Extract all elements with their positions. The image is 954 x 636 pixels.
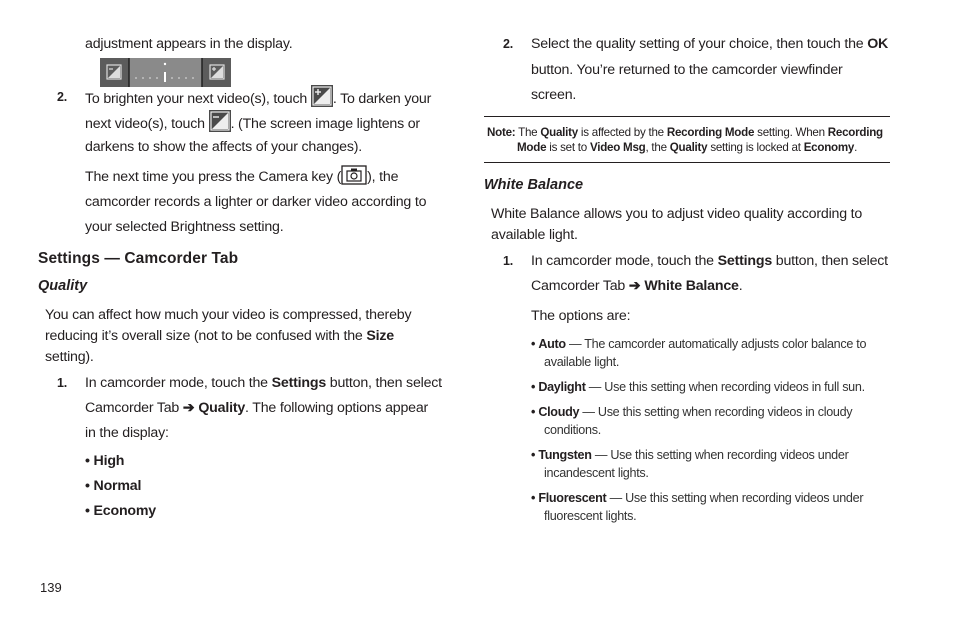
paragraph-line: White Balance allows you to adjust video quality according to (491, 206, 863, 222)
option-desc: — The camcorder automatically adjusts color balance to (565, 337, 867, 351)
text: ), the (367, 169, 399, 185)
option-desc-cont: conditions. (544, 423, 601, 437)
list-item (531, 403, 852, 422)
arrow-icon: ➔ (628, 278, 641, 294)
paragraph-line (45, 326, 394, 347)
step-text (85, 396, 428, 421)
text: To brighten your next video(s), touch (85, 91, 308, 107)
text: is affected by the (580, 126, 664, 139)
text-line: camcorder records a lighter or darker video according to (85, 194, 427, 210)
text: , the (645, 141, 667, 154)
note-line (517, 140, 857, 156)
option-desc: — Use this setting when recording videos in cloudy (579, 405, 853, 419)
option-name: Normal (93, 478, 142, 494)
option-desc: — Use this setting when recording videos under (606, 491, 864, 505)
bullet: • (531, 405, 536, 419)
text: is set to (549, 141, 587, 154)
bold-term: Settings (717, 253, 773, 269)
paragraph-line: setting). (45, 349, 94, 365)
option-desc: — Use this setting when recording videos under (591, 448, 849, 462)
list-item (531, 378, 865, 397)
option-name: Economy (93, 503, 156, 519)
text: button, then select (775, 253, 888, 269)
option-name: Tungsten (538, 448, 592, 462)
step-text (531, 274, 742, 299)
paragraph-line: available light. (491, 227, 578, 243)
text: Camcorder Tab (85, 400, 180, 416)
bold-term: Video Msg (589, 141, 646, 154)
text: . (The screen image lightens or (230, 116, 420, 132)
note-divider-top (484, 116, 890, 117)
option-desc: — Use this setting when recording videos in full sun. (585, 380, 865, 394)
step-text: darkens to show the affects of your changes). (85, 139, 363, 155)
bold-term: White Balance (644, 278, 739, 294)
brightness-slider-image (100, 58, 231, 87)
arrow-icon: ➔ (182, 400, 195, 416)
page-number: 139 (40, 580, 62, 595)
list-item (85, 474, 141, 499)
bullet: • (531, 448, 536, 462)
list-item (85, 449, 124, 474)
text: reducing it’s overall size (not to be confused with the (45, 328, 363, 344)
bullet: • (85, 453, 90, 469)
bold-term: Mode (517, 141, 547, 154)
text: button, then select (329, 375, 442, 391)
step-text (531, 249, 888, 274)
bold-term: Economy (803, 141, 855, 154)
bold-term: OK (867, 36, 889, 52)
step-number: 2. (57, 90, 68, 104)
bullet: • (531, 491, 536, 505)
bullet: • (531, 337, 536, 351)
note-line (487, 125, 883, 141)
list-item (531, 446, 848, 465)
text: Camcorder Tab (531, 278, 626, 294)
options-intro: The options are: (531, 308, 631, 324)
bullet: • (85, 478, 90, 494)
paragraph-line: You can affect how much your video is compressed, thereby (45, 307, 412, 323)
text: In camcorder mode, touch the (85, 375, 268, 391)
step-number: 1. (503, 254, 514, 268)
step-text (85, 371, 442, 396)
text: Select the quality setting of your choice, then touch the (531, 36, 864, 52)
option-name: Auto (538, 337, 566, 351)
bullet: • (85, 503, 90, 519)
bold-term: Recording Mode (666, 126, 755, 139)
text: . (738, 278, 743, 294)
text: . The following options appear (245, 400, 429, 416)
text: . To darken your (332, 91, 432, 107)
list-item (531, 335, 866, 354)
option-name: High (93, 453, 125, 469)
option-name: Cloudy (538, 405, 580, 419)
section-title: Settings — Camcorder Tab (38, 250, 239, 267)
step-text: in the display: (85, 425, 169, 441)
text: The next time you press the Camera key ( (85, 169, 342, 185)
step-text: screen. (531, 87, 577, 103)
option-desc-cont: available light. (544, 355, 620, 369)
option-desc-cont: fluorescent lights. (544, 509, 637, 523)
option-name: Fluorescent (538, 491, 607, 505)
text: setting. When (757, 126, 825, 139)
text: next video(s), touch (85, 116, 205, 132)
note-divider-bottom (484, 162, 890, 163)
text: setting is locked at (710, 141, 801, 154)
step-number: 1. (57, 376, 68, 390)
list-item (531, 489, 863, 508)
text-line: adjustment appears in the display. (85, 36, 293, 52)
note-label: Note: (487, 126, 516, 139)
bold-term: Settings (271, 375, 327, 391)
step-text: button. You’re returned to the camcorder viewfinder (531, 62, 843, 78)
bold-term: Quality (540, 126, 578, 139)
bold-term: Quality (669, 141, 708, 154)
subsection-heading: White Balance (484, 177, 584, 193)
bullet: • (531, 380, 536, 394)
step-text (531, 32, 888, 57)
text: . (854, 141, 858, 154)
bold-term: Quality (198, 400, 246, 416)
option-desc-cont: incandescent lights. (544, 466, 649, 480)
step-number: 2. (503, 37, 514, 51)
text: In camcorder mode, touch the (531, 253, 714, 269)
bold-term: Recording (827, 126, 883, 139)
list-item (85, 499, 156, 524)
subsection-heading: Quality (38, 278, 88, 294)
bold-term: Size (366, 328, 394, 344)
option-name: Daylight (538, 380, 586, 394)
text-line: your selected Brightness setting. (85, 219, 284, 235)
text: The (518, 126, 538, 139)
